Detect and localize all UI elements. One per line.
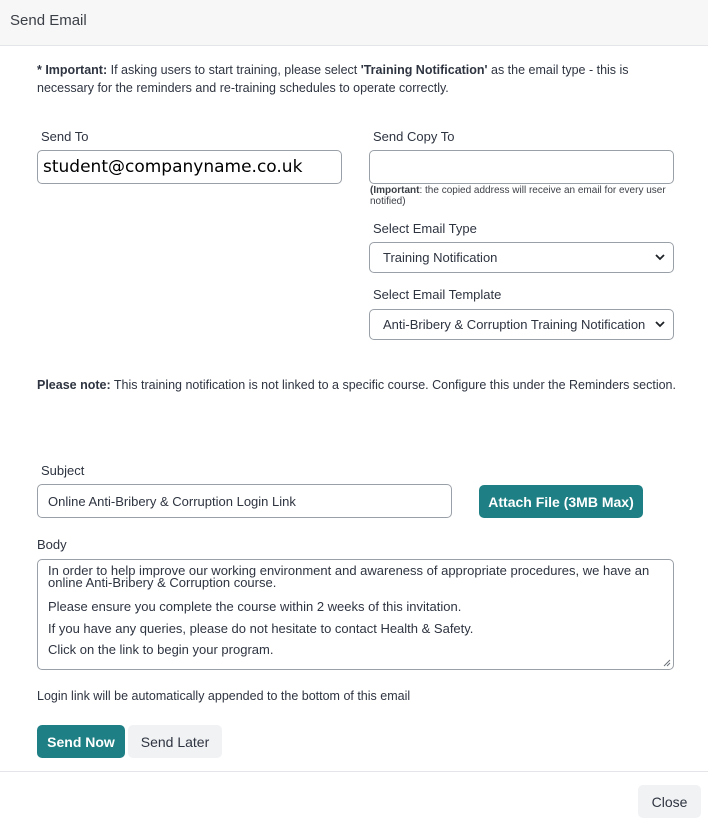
send-later-button[interactable]: Send Later: [128, 725, 222, 758]
copy-note-rest: : the copied address will receive an email for every user notified): [370, 185, 666, 207]
modal-title: Send Email: [10, 12, 87, 29]
copy-note: [370, 185, 680, 207]
notice-text-after: as the email type - this is necessary for the reminders and re-training schedules to operate correctly.: [37, 63, 629, 95]
email-type-value: Training Notification: [383, 250, 498, 265]
body-line: Click on the link to begin your program.: [48, 642, 274, 657]
subject-input[interactable]: [37, 484, 452, 518]
modal-header: [0, 0, 708, 46]
please-note: [37, 376, 677, 395]
chevron-down-icon: [655, 319, 665, 329]
email-template-select[interactable]: [369, 309, 674, 340]
close-button[interactable]: Close: [638, 785, 701, 818]
footer-divider: [0, 771, 708, 772]
attach-file-button[interactable]: Attach File (3MB Max): [479, 485, 643, 518]
important-notice: [37, 61, 677, 97]
body-line: Please ensure you complete the course within 2 weeks of this invitation.: [48, 599, 462, 614]
body-label: Body: [37, 537, 67, 552]
copy-note-bold: (Important: [370, 185, 420, 196]
send-copy-to-label: Send Copy To: [373, 129, 455, 144]
body-line: In order to help improve our working environment and awareness of appropriate procedures, we have an online Anti-Bribery & Corruption course.: [48, 563, 650, 590]
send-to-label: Send To: [41, 129, 89, 144]
email-template-value: Anti-Bribery & Corruption Training Notification: [383, 317, 646, 332]
please-note-prefix: Please note:: [37, 378, 111, 392]
login-link-note: Login link will be automatically appended to the bottom of this email: [37, 689, 411, 703]
send-to-input[interactable]: [37, 150, 342, 184]
body-textarea[interactable]: [37, 559, 674, 670]
email-type-label: Select Email Type: [373, 221, 477, 236]
send-copy-to-input[interactable]: [369, 150, 674, 184]
email-template-label: Select Email Template: [373, 287, 502, 302]
resize-handle-icon[interactable]: [663, 659, 671, 667]
notice-highlight: 'Training Notification': [360, 63, 488, 77]
please-note-text: This training notification is not linked to a specific course. Configure this under the Reminders section.: [110, 378, 676, 392]
notice-prefix: * Important:: [37, 63, 108, 77]
body-line: If you have any queries, please do not hesitate to contact Health & Safety.: [48, 620, 474, 636]
chevron-down-icon: [655, 252, 665, 262]
email-type-select[interactable]: [369, 242, 674, 273]
send-now-button[interactable]: Send Now: [37, 725, 125, 758]
subject-label: Subject: [41, 463, 85, 478]
notice-text-before: If asking users to start training, please select: [107, 63, 361, 77]
